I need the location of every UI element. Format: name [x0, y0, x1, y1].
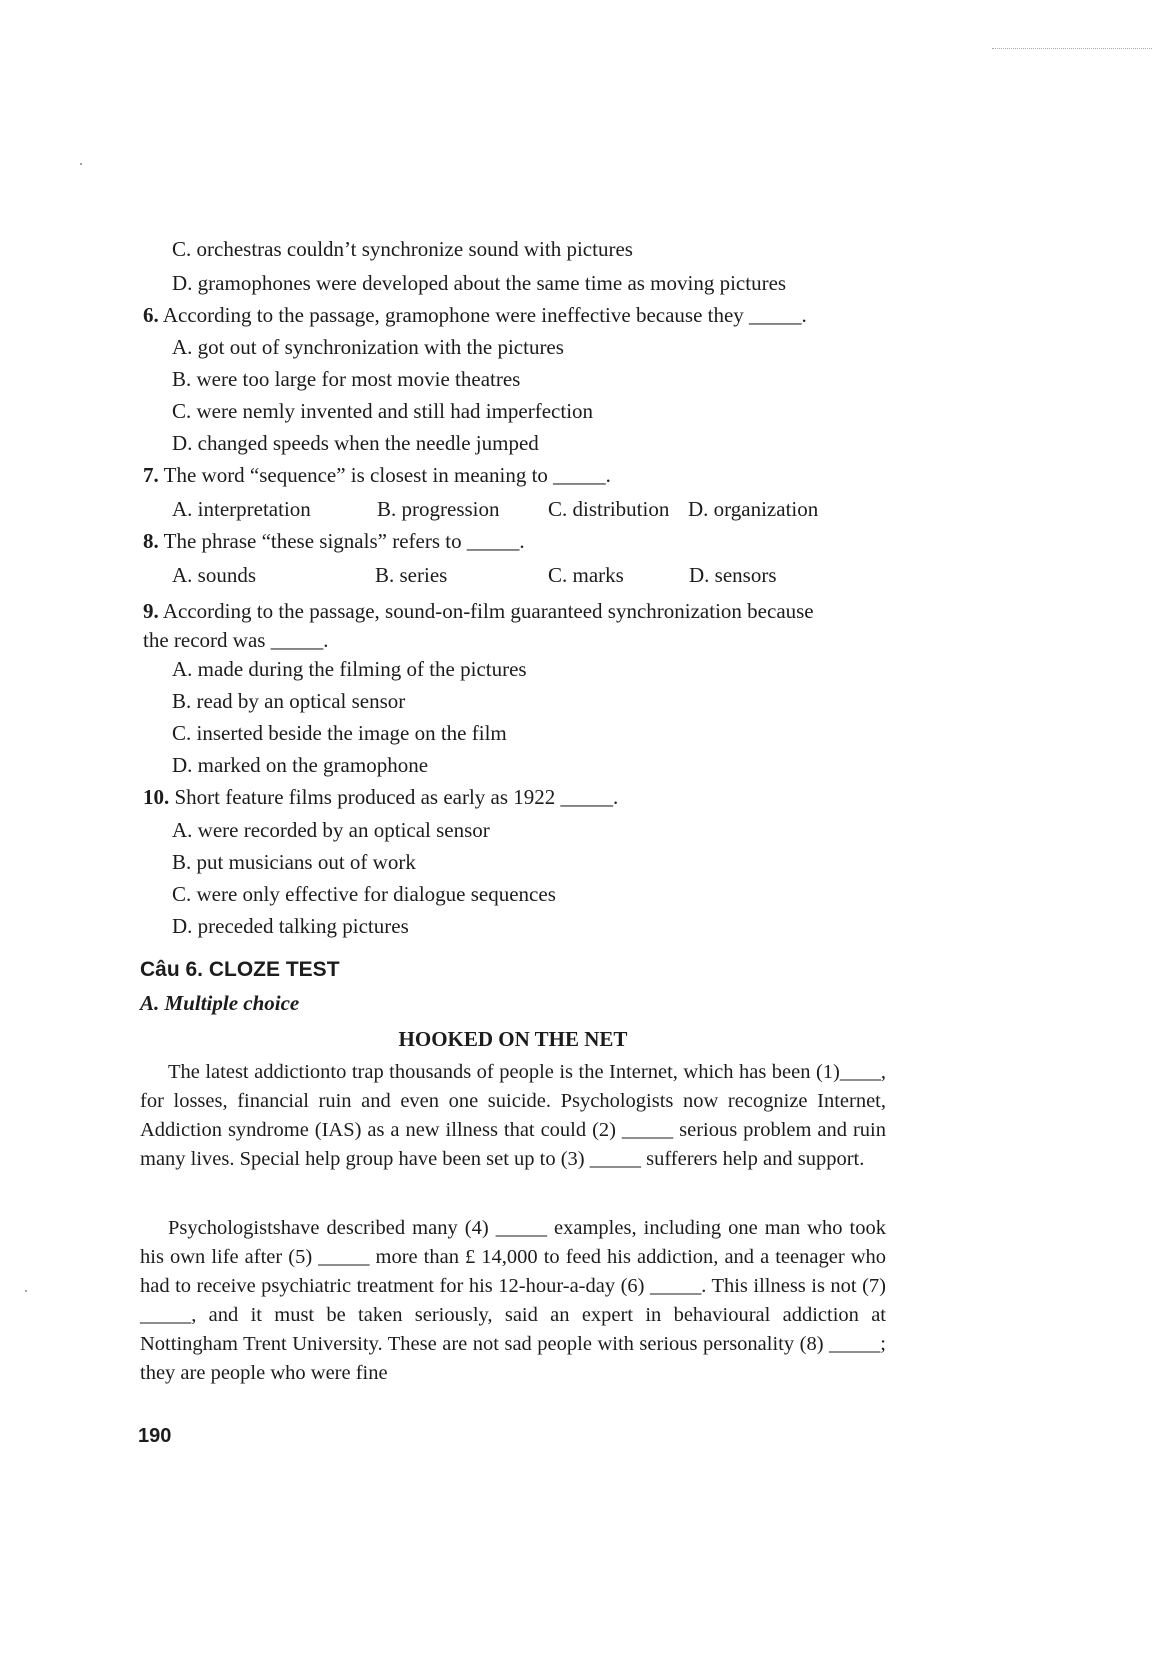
question-number: 10.	[143, 785, 170, 809]
question-stem: The phrase “these signals” refers to _____.	[163, 529, 525, 553]
q6-option-c: C. were nemly invented and still had imperfection	[172, 399, 594, 423]
scan-artifact-dots	[992, 48, 1152, 50]
q9-option-c: C. inserted beside the image on the film	[172, 721, 507, 745]
q10-option-b: B. put musicians out of work	[172, 850, 416, 874]
q7-option-a: A. interpretation	[172, 497, 311, 521]
article-title: HOOKED ON THE NET	[398, 1027, 628, 1051]
q10-option-a: A. were recorded by an optical sensor	[172, 818, 490, 842]
article-paragraph-2: Psychologistshave described many (4) _____ examples, including one man who took his own life after (5) _____ more than £ 14,000 to feed his addiction, and a teenager who had to receive psychiatric treatment for his 12-hour-a-day (6) _____. This illness is not (7) _____, and it must be taken seriously, said an expert in behavioural addiction at Nottingham Trent University. These are not sad people with serious personality (8) _____; they are people who were fine	[140, 1217, 886, 1384]
q9-option-a: A. made during the filming of the pictures	[172, 657, 527, 681]
q8-option-c: C. marks	[548, 563, 624, 587]
q6-option-a: A. got out of synchronization with the pictures	[172, 335, 564, 359]
section-heading: Câu 6. CLOZE TEST	[140, 958, 340, 981]
question-stem: According to the passage, gramophone were ineffective because they _____.	[162, 303, 807, 327]
question-10	[143, 784, 618, 810]
question-stem: According to the passage, sound-on-film guaranteed synchronization because	[162, 599, 814, 623]
q8-option-d: D. sensors	[689, 563, 777, 587]
section-subheading: A. Multiple choice	[140, 991, 300, 1015]
scan-speck	[25, 1290, 27, 1292]
question-stem: Short feature films produced as early as 1922 _____.	[174, 785, 619, 809]
question-number: 9.	[143, 599, 159, 623]
scan-speck	[80, 163, 82, 165]
q8-option-a: A. sounds	[172, 563, 257, 587]
q9-option-d: D. marked on the gramophone	[172, 753, 429, 777]
question-9-continued: the record was _____.	[143, 628, 329, 652]
question-6	[143, 302, 807, 328]
question-8	[143, 528, 525, 554]
question-7	[143, 462, 611, 488]
question-number: 7.	[143, 463, 159, 487]
question-number: 6.	[143, 303, 159, 327]
question-number: 8.	[143, 529, 159, 553]
q6-option-b: B. were too large for most movie theatres	[172, 367, 521, 391]
q5-option-c: C. orchestras couldn’t synchronize sound with pictures	[172, 237, 633, 261]
question-stem: The word “sequence” is closest in meaning to _____.	[163, 463, 611, 487]
q8-option-b: B. series	[375, 563, 448, 587]
article-paragraph-1: The latest addictionto trap thousands of people is the Internet, which has been (1)____, for losses, financial ruin and even one suicide. Psychologists now recognize Internet, Addiction syndrome (IAS) as a new illness that could (2) _____ serious problem and ruin many lives. Special help group have been set up to (3) _____ sufferers help and support.	[140, 1061, 886, 1170]
page-number: 190	[138, 1425, 172, 1447]
q10-option-c: C. were only effective for dialogue sequences	[172, 882, 556, 906]
question-9	[143, 598, 814, 624]
q7-option-d: D. organization	[688, 497, 819, 521]
q6-option-d: D. changed speeds when the needle jumped	[172, 431, 539, 455]
q5-option-d: D. gramophones were developed about the same time as moving pictures	[172, 271, 787, 295]
q9-option-b: B. read by an optical sensor	[172, 689, 406, 713]
q7-option-b: B. progression	[377, 497, 500, 521]
q7-option-c: C. distribution	[548, 497, 670, 521]
q10-option-d: D. preceded talking pictures	[172, 914, 409, 938]
